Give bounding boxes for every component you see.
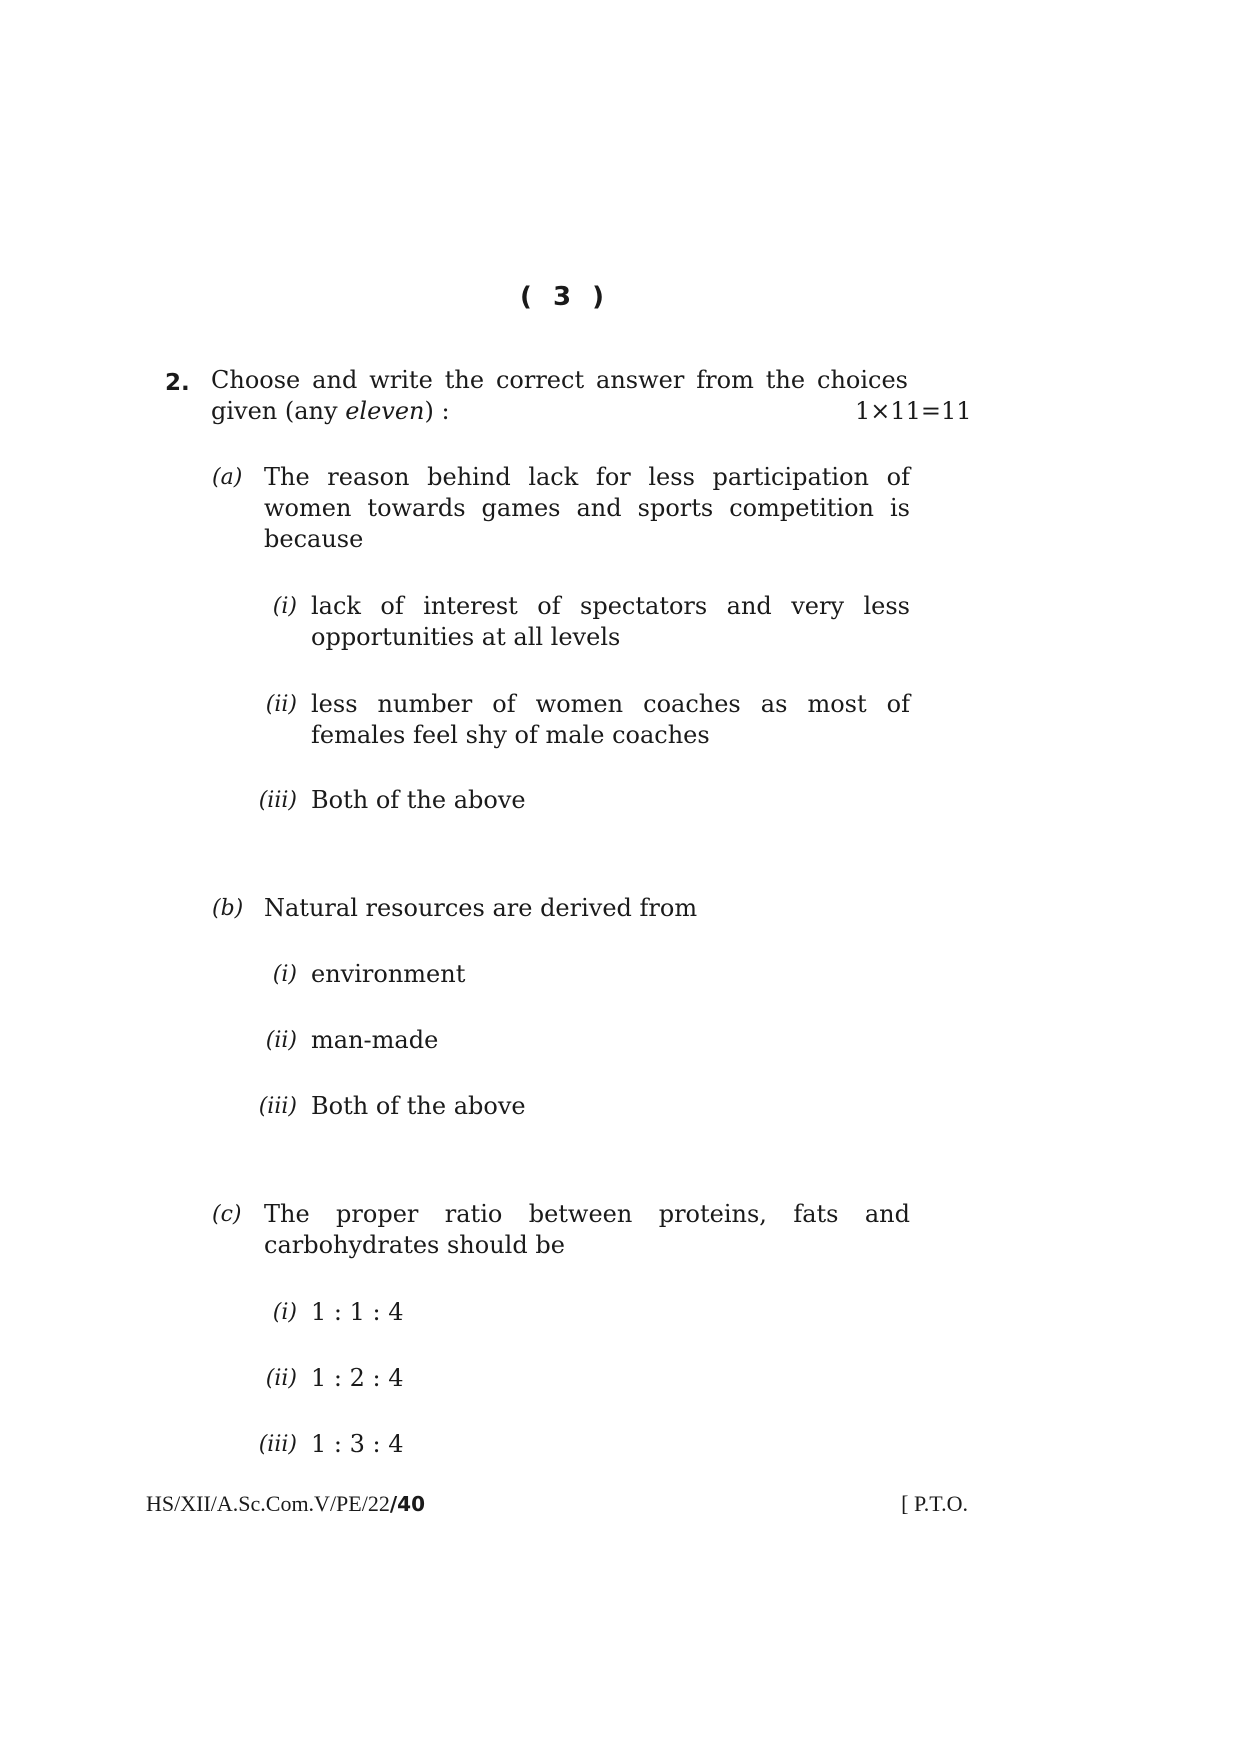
part-c-option-i-label: (i) xyxy=(272,1300,297,1325)
part-c-line-1: The proper ratio between proteins, fats and xyxy=(264,1200,910,1228)
part-a-option-i-line-2: opportunities at all levels xyxy=(311,623,621,651)
part-a-line-2: women towards games and sports competition is xyxy=(264,494,910,522)
part-b-line-1: Natural resources are derived from xyxy=(264,894,698,922)
question-number: 2. xyxy=(165,370,190,396)
question-instruction-line-2: given (any eleven) : xyxy=(211,397,450,425)
part-c-line-2: carbohydrates should be xyxy=(264,1231,565,1259)
part-a-line-3: because xyxy=(264,525,364,553)
part-a-line-1: The reason behind lack for less participation of xyxy=(264,463,910,491)
question-instruction-line-1: Choose and write the correct answer from the choices xyxy=(211,366,908,394)
part-b-option-i-label: (i) xyxy=(272,962,297,987)
part-a-option-i-label: (i) xyxy=(272,594,297,619)
part-b-option-iii-text: Both of the above xyxy=(311,1092,526,1120)
part-a-option-i-line-1: lack of interest of spectators and very less xyxy=(311,592,910,620)
page-number: ( 3 ) xyxy=(520,282,610,312)
part-c-label: (c) xyxy=(212,1202,242,1227)
part-a-option-ii-label: (ii) xyxy=(265,692,297,717)
part-c-option-iii-text: 1 : 3 : 4 xyxy=(311,1430,404,1458)
part-c-option-i-text: 1 : 1 : 4 xyxy=(311,1298,404,1326)
part-b-option-i-text: environment xyxy=(311,960,466,988)
part-a-label: (a) xyxy=(212,465,243,490)
part-a-option-iii-text: Both of the above xyxy=(311,786,526,814)
part-c-option-iii-label: (iii) xyxy=(258,1432,297,1457)
footer-paper-code: HS/XII/A.Sc.Com.V/PE/22/40 xyxy=(146,1491,425,1516)
part-b-option-ii-text: man-made xyxy=(311,1026,439,1054)
part-b-label: (b) xyxy=(212,896,244,921)
part-c-option-ii-label: (ii) xyxy=(265,1366,297,1391)
part-b-option-ii-label: (ii) xyxy=(265,1028,297,1053)
footer-pto: [ P.T.O. xyxy=(901,1491,968,1516)
part-a-option-ii-line-1: less number of women coaches as most of xyxy=(311,690,910,718)
question-marks: 1×11=11 xyxy=(855,397,972,425)
part-a-option-ii-line-2: females feel shy of male coaches xyxy=(311,721,710,749)
emphasis-eleven: eleven xyxy=(345,397,425,425)
part-c-option-ii-text: 1 : 2 : 4 xyxy=(311,1364,404,1392)
part-a-option-iii-label: (iii) xyxy=(258,788,297,813)
part-b-option-iii-label: (iii) xyxy=(258,1094,297,1119)
